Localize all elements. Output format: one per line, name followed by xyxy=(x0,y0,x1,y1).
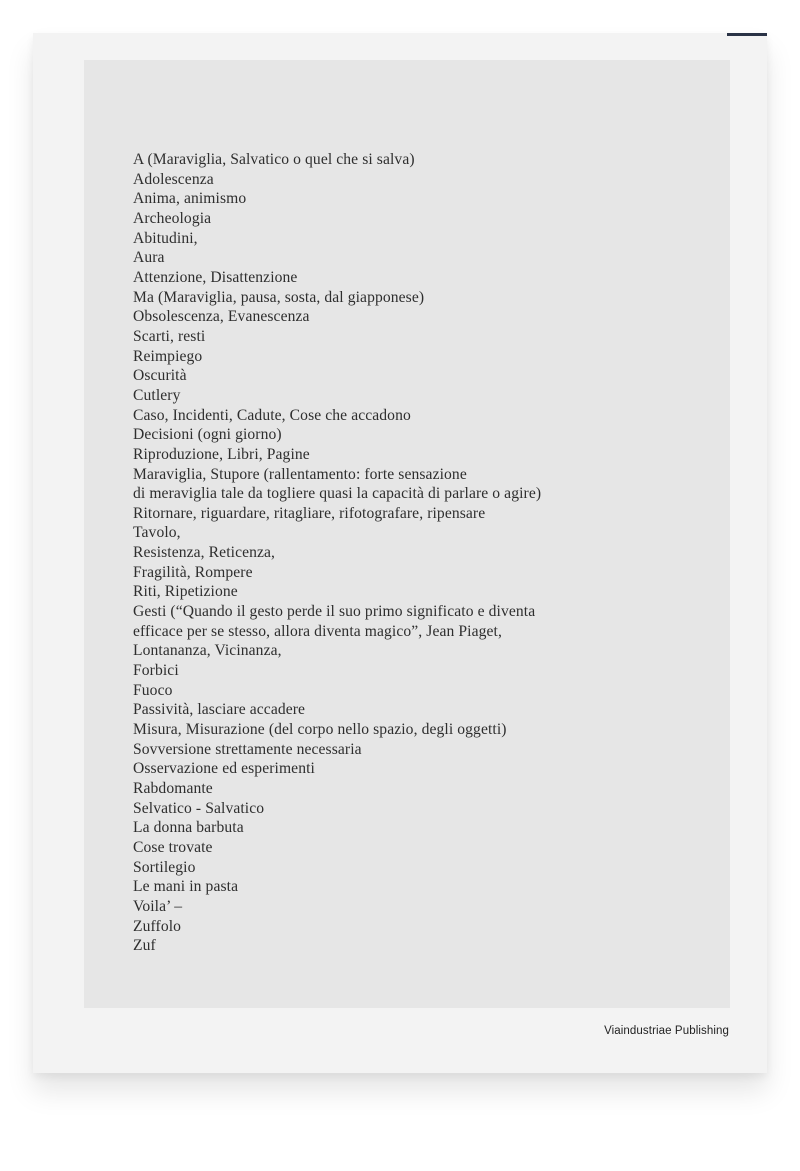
entry-line: Fuoco xyxy=(133,681,173,699)
entry-line: Anima, animismo xyxy=(133,190,247,208)
entry-line: Aura xyxy=(133,249,165,267)
entry-line: Zuffolo xyxy=(133,917,182,935)
entry-line: Oscurità xyxy=(133,367,187,385)
entry-line: Obsolescenza, Evanescenza xyxy=(133,308,310,326)
entry-line: Attenzione, Disattenzione xyxy=(133,268,298,286)
entry-line: La donna barbuta xyxy=(133,819,244,837)
entry-line: Cose trovate xyxy=(133,838,213,856)
spine-edge xyxy=(727,33,767,36)
entry-line: Tavolo, xyxy=(133,524,181,542)
entry-line: Ma (Maraviglia, pausa, sosta, dal giapponese) xyxy=(133,288,425,306)
entry-line: Decisioni (ogni giorno) xyxy=(133,426,282,444)
entry-line: Osservazione ed esperimenti xyxy=(133,760,315,778)
entry-line: Sortilegio xyxy=(133,858,196,876)
text-panel xyxy=(84,60,730,1008)
entry-line: Passività, lasciare accadere xyxy=(133,701,306,719)
entry-line: Abitudini, xyxy=(133,229,198,247)
entry-line: Scarti, resti xyxy=(133,327,206,345)
entry-line: Maraviglia, Stupore (rallentamento: forte sensazione xyxy=(133,465,467,483)
entry-line: Reimpiego xyxy=(133,347,203,365)
entry-line: Riproduzione, Libri, Pagine xyxy=(133,445,310,463)
entry-line: Resistenza, Reticenza, xyxy=(133,544,276,562)
entry-line: Gesti (“Quando il gesto perde il suo primo significato e diventa xyxy=(133,603,536,621)
entry-line: di meraviglia tale da togliere quasi la capacità di parlare o agire) xyxy=(133,485,542,503)
book-cover xyxy=(33,33,767,1073)
entry-line: Archeologia xyxy=(133,209,212,227)
entry-line: Rabdomante xyxy=(133,780,213,797)
entry-line: A (Maraviglia, Salvatico o quel che si salva) xyxy=(133,151,415,168)
entry-line: Zuf xyxy=(133,937,156,955)
entry-line: Caso, Incidenti, Cadute, Cose che accadono xyxy=(133,406,411,424)
entry-line: Misura, Misurazione (del corpo nello spazio, degli oggetti) xyxy=(133,721,507,739)
entry-line: Adolescenza xyxy=(133,170,214,188)
entry-line: Le mani in pasta xyxy=(133,878,239,896)
entry-line: Sovversione strettamente necessaria xyxy=(133,740,362,758)
entry-line: Forbici xyxy=(133,662,179,680)
entry-line: Lontananza, Vicinanza, xyxy=(133,642,282,660)
entry-line: Selvatico - Salvatico xyxy=(133,799,265,817)
entry-line: Riti, Ripetizione xyxy=(133,583,238,601)
entry-line: Fragilità, Rompere xyxy=(133,563,253,581)
entry-line: efficace per se stesso, allora diventa magico”, Jean Piaget, xyxy=(133,622,502,640)
entry-line: Cutlery xyxy=(133,386,181,404)
entry-line: Ritornare, riguardare, ritagliare, rifotografare, ripensare xyxy=(133,504,486,522)
entry-line: Voila’ – xyxy=(133,897,183,915)
entry-list xyxy=(133,150,541,956)
publisher-name: Viaindustriae Publishing xyxy=(604,1025,729,1037)
